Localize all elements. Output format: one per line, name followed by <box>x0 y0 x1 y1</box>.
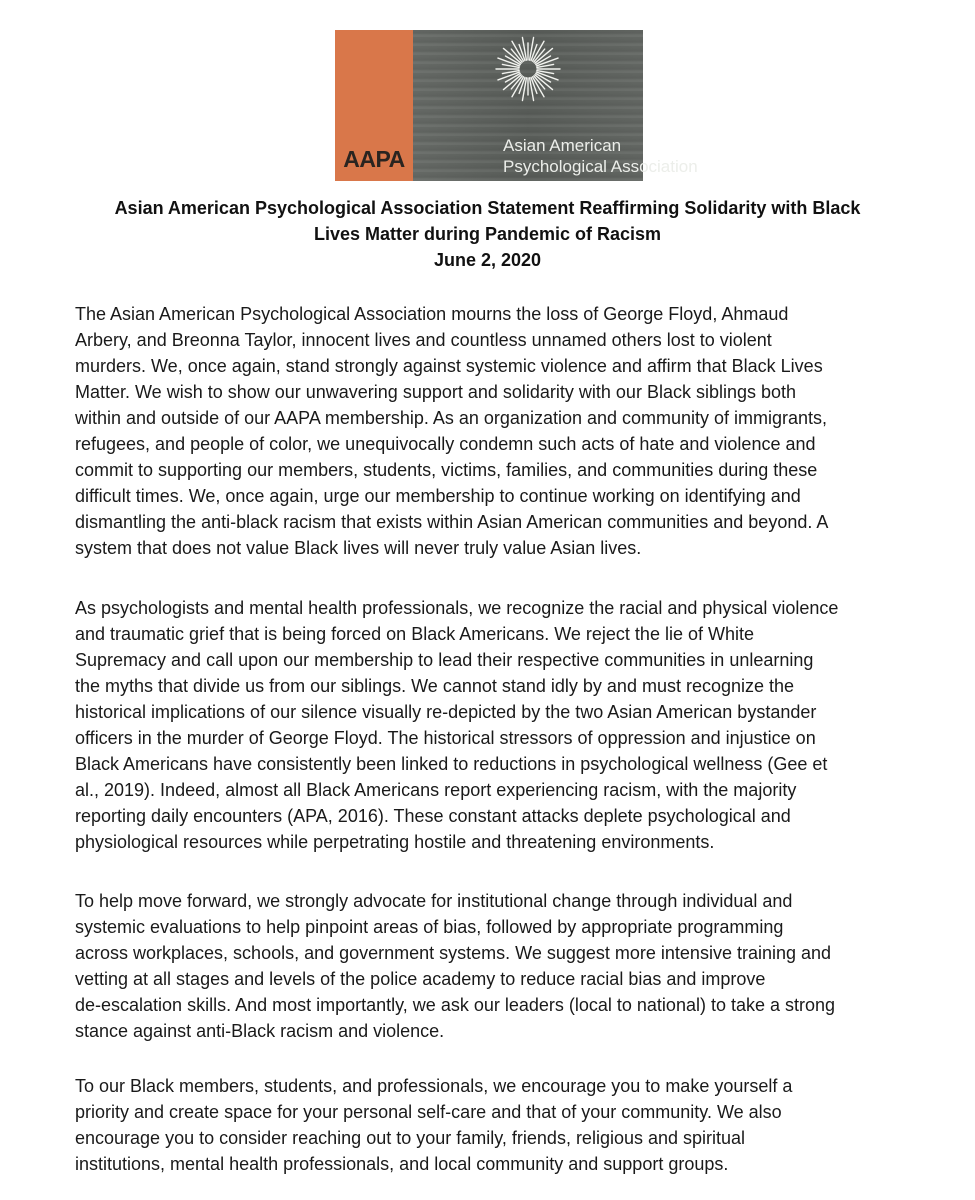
paragraph-line: de-escalation skills. And most importantly, we ask our leaders (local to national) to take a strong <box>75 995 836 1015</box>
paragraph-2 <box>75 595 920 855</box>
paragraph-line: priority and create space for your personal self-care and that of your community. We also <box>75 1102 782 1122</box>
paragraph-line: The Asian American Psychological Association mourns the loss of George Floyd, Ahmaud <box>75 304 789 324</box>
paragraph-line: difficult times. We, once again, urge our membership to continue working on identifying and <box>75 486 801 506</box>
paragraph-line: systemic evaluations to help pinpoint areas of bias, followed by appropriate programming <box>75 917 784 937</box>
paragraph-3 <box>75 888 920 1044</box>
paragraph-line: officers in the murder of George Floyd. The historical stressors of oppression and injustice on <box>75 728 816 748</box>
paragraph-line: Matter. We wish to show our unwavering support and solidarity with our Black siblings both <box>75 382 797 402</box>
paragraph-line: To our Black members, students, and professionals, we encourage you to make yourself a <box>75 1076 793 1096</box>
logo-wood-panel <box>413 30 698 181</box>
paragraph-line: To help move forward, we strongly advocate for institutional change through individual and <box>75 891 793 911</box>
paragraph-line: across workplaces, schools, and government systems. We suggest more intensive training and <box>75 943 832 963</box>
paragraph-line: system that does not value Black lives will never truly value Asian lives. <box>75 538 642 558</box>
paragraph-line: institutions, mental health professionals, and local community and support groups. <box>75 1154 729 1174</box>
paragraph-line: As psychologists and mental health professionals, we recognize the racial and physical violence <box>75 598 839 618</box>
aapa-logo <box>335 30 698 181</box>
paragraph-line: Supremacy and call upon our membership to lead their respective communities in unlearning <box>75 650 814 670</box>
statement-title-line-2: Lives Matter during Pandemic of Racism <box>313 224 662 244</box>
paragraph-4 <box>75 1073 920 1177</box>
paragraph-line: commit to supporting our members, students, victims, families, and communities during these <box>75 460 818 480</box>
paragraph-line: and traumatic grief that is being forced on Black Americans. We reject the lie of White <box>75 624 754 644</box>
paragraph-line: murders. We, once again, stand strongly against systemic violence and affirm that Black Lives <box>75 356 823 376</box>
paragraph-line: vetting at all stages and levels of the police academy to reduce racial bias and improve <box>75 969 766 989</box>
paragraph-line: refugees, and people of color, we unequivocally condemn such acts of hate and violence and <box>75 434 816 454</box>
paragraph-line: al., 2019). Indeed, almost all Black Americans report experiencing racism, with the majority <box>75 780 797 800</box>
paragraph-line: Arbery, and Breonna Taylor, innocent lives and countless unnamed others lost to violent <box>75 330 772 350</box>
logo-name-line-1: Asian American <box>503 136 622 155</box>
logo-abbreviation: AAPA <box>343 146 405 172</box>
paragraph-line: dismantling the anti-black racism that exists within Asian American communities and beyond. A <box>75 512 829 532</box>
paragraph-line: encourage you to consider reaching out to your family, friends, religious and spiritual <box>75 1128 746 1148</box>
paragraph-1 <box>75 301 920 561</box>
logo-orange-panel <box>335 30 413 181</box>
sunburst-icon <box>493 34 563 104</box>
paragraph-line: Black Americans have consistently been linked to reductions in psychological wellness (Gee et <box>75 754 828 774</box>
paragraph-line: physiological resources while perpetrating hostile and threatening environments. <box>75 832 715 852</box>
logo-name-line-2: Psychological Association <box>503 157 698 176</box>
paragraph-line: the myths that divide us from our siblings. We cannot stand idly by and must recognize the <box>75 676 795 696</box>
statement-title-line-1: Asian American Psychological Association Statement Reaffirming Solidarity with Black <box>114 198 861 218</box>
paragraph-line: stance against anti-Black racism and violence. <box>75 1021 445 1041</box>
paragraph-line: within and outside of our AAPA membership. As an organization and community of immigrants, <box>75 408 828 428</box>
paragraph-line: reporting daily encounters (APA, 2016). These constant attacks deplete psychological and <box>75 806 791 826</box>
paragraph-line: historical implications of our silence visually re-depicted by the two Asian American bystander <box>75 702 817 722</box>
statement-date: June 2, 2020 <box>433 250 542 270</box>
